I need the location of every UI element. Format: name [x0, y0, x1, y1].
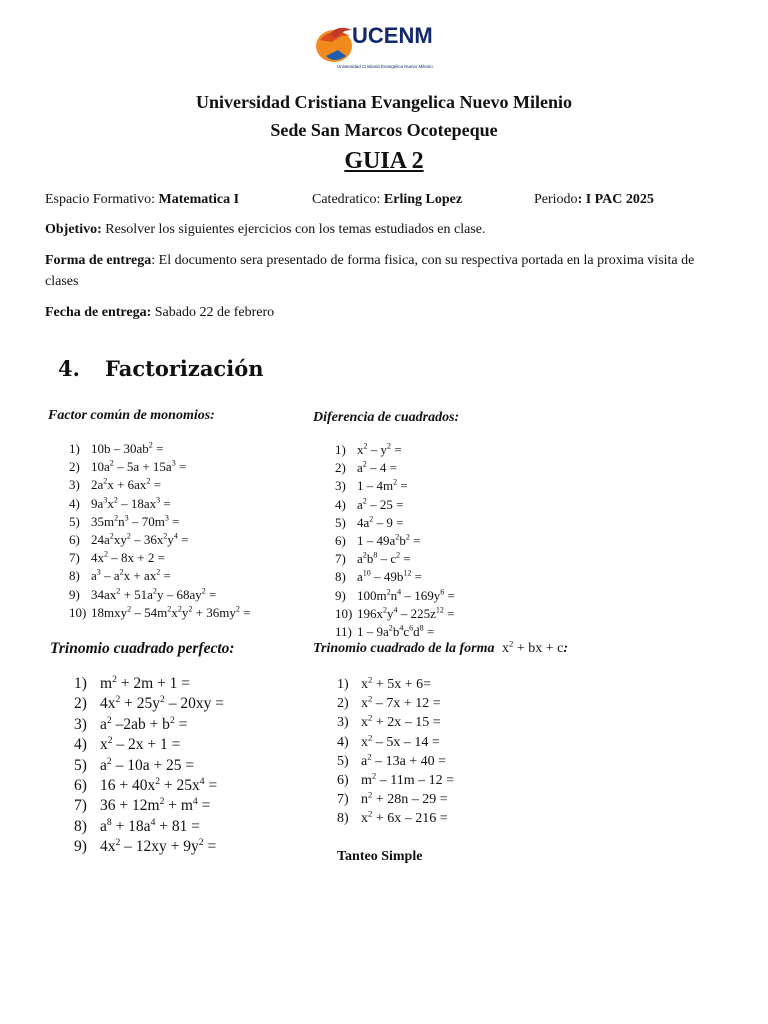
factor-comun-list — [69, 440, 250, 622]
forma-text: : El documento sera presentado de forma fisica, con su respectiva portada en la proxima visita de clases — [45, 253, 695, 289]
item-number: 6) — [74, 777, 87, 795]
item-number: 2) — [337, 696, 349, 712]
item-expression: $4a^2 - 9$ = — [357, 514, 404, 530]
diferencia-item-5 — [335, 514, 459, 532]
trinomio-forma-list — [337, 675, 568, 829]
trinomio-forma-item-3 — [337, 713, 568, 732]
diferencia-item-8 — [335, 568, 459, 586]
trinomio-forma-item-4 — [337, 733, 568, 752]
item-expression: $m^2 - 11m - 12$ = — [361, 770, 454, 789]
fecha-label: Fecha de entrega: — [45, 305, 152, 320]
section-number: 4. — [58, 356, 80, 381]
diferencia-item-9 — [335, 587, 459, 605]
periodo-value: : I PAC 2025 — [577, 192, 654, 207]
item-expression: $34ax^2 + 51a^2y - 68ay^2$ = — [91, 586, 217, 602]
item-number: 3) — [335, 478, 346, 494]
item-number: 6) — [69, 532, 80, 548]
trinomio-perfecto-item-3 — [74, 715, 235, 735]
item-expression: $36 + 12m^2 + m^4$ = — [100, 796, 211, 815]
trinomio-forma-item-5 — [337, 752, 568, 771]
trinomio-perfecto-item-5 — [74, 756, 235, 776]
item-number: 11) — [335, 624, 352, 640]
espacio-label: Espacio Formativo: — [45, 192, 159, 207]
item-expression: $a^2 - 4$ = — [357, 459, 397, 476]
item-expression: $x^2 - y^2$ = — [357, 441, 402, 457]
campus-name: Sede San Marcos Ocotepeque — [270, 120, 498, 140]
item-expression: $16 + 40x^2 + 25x^4$ = — [100, 775, 218, 795]
factor-comun-item-3 — [69, 476, 250, 494]
catedratico — [312, 189, 462, 210]
fecha-entrega — [45, 302, 274, 323]
item-expression: $x^2 - 5x - 14$ = — [361, 731, 440, 750]
trinomio-perfecto-item-2 — [74, 694, 235, 714]
factor-comun-item-10 — [69, 604, 250, 622]
item-expression: $9a^3x^2 - 18ax^3$ = — [91, 495, 171, 511]
item-number: 5) — [335, 514, 346, 530]
trinomio-perfecto-item-6 — [74, 776, 235, 796]
trinomio-forma-title — [313, 638, 569, 657]
guide-title: GUIA 2 — [344, 148, 424, 174]
item-number: 5) — [337, 753, 349, 769]
logo-subtitle: Universidad Cristiana Evangelica Nuevo Milenio — [337, 64, 433, 69]
item-number: 8) — [74, 817, 87, 835]
trinomio-forma-item-6 — [337, 771, 568, 790]
item-number: 1) — [335, 442, 346, 457]
item-expression: $18mxy^2 - 54m^2x^2y^2 + 36my^2$ = — [91, 604, 251, 620]
diferencia-item-1 — [335, 441, 459, 459]
forma-entrega — [45, 250, 725, 292]
espacio-value: Matematica I — [158, 192, 240, 207]
trinomio-forma-item-7 — [337, 790, 568, 809]
objetivo — [45, 219, 486, 240]
item-expression: $1 - 49a^2b^2$ = — [357, 532, 421, 549]
item-number: 9) — [74, 838, 87, 856]
item-expression: $4x^2 - 12xy + 9y^2$ = — [100, 837, 217, 856]
catedratico-label: Catedratico: — [312, 192, 384, 207]
item-expression: $a^3 - a^2x + ax^2$ = — [91, 568, 171, 584]
periodo — [534, 189, 654, 210]
item-number: 7) — [335, 551, 346, 567]
logo-wordmark: UCENM — [352, 23, 433, 48]
trinomio-forma-formula: $x^2$ + bx + c — [502, 638, 564, 656]
trinomio-perfecto-title: Trinomio cuadrado perfecto: — [50, 640, 235, 657]
item-number: 9) — [335, 587, 346, 603]
item-expression: $4x^2 + 25y^2 - 20xy$ = — [100, 694, 224, 713]
factor-comun-item-4 — [69, 495, 250, 513]
factor-comun-item-5 — [69, 513, 250, 531]
item-number: 7) — [69, 550, 80, 566]
item-expression: $m^2 + 2m + 1$ = — [100, 673, 191, 692]
item-number: 10) — [335, 605, 353, 621]
diferencia-item-4 — [335, 496, 459, 514]
trinomio-forma-item-2 — [337, 694, 568, 713]
factor-comun-item-1 — [69, 440, 250, 458]
item-number: 8) — [337, 811, 349, 827]
item-number: 2) — [74, 695, 87, 713]
item-number: 8) — [335, 569, 346, 585]
factor-comun-item-2 — [69, 458, 250, 476]
item-number: 3) — [69, 477, 80, 493]
item-number: 4) — [335, 496, 346, 512]
university-name: Universidad Cristiana Evangelica Nuevo Milenio — [195, 92, 572, 112]
trinomio-forma-title-text: Trinomio cuadrado de la forma — [313, 641, 495, 656]
trinomio-forma-item-1 — [337, 675, 568, 694]
item-number: 6) — [337, 773, 349, 789]
item-expression: $a^{10} - 49b^{12}$ = — [357, 569, 422, 585]
item-number: 3) — [74, 715, 87, 733]
item-expression: $x^2 + 6x - 216$ = — [361, 808, 448, 827]
item-expression: $a^2$ $-2ab + b^2$ = — [100, 714, 188, 733]
item-expression: $10b - 30ab^2$ = — [91, 440, 164, 456]
item-number: 6) — [335, 533, 346, 549]
item-number: 7) — [337, 792, 349, 808]
item-expression: $2a^2x + 6ax^2$ = — [91, 477, 162, 493]
diferencia-item-11 — [335, 623, 459, 641]
trinomio-forma-colon: : — [563, 641, 569, 656]
diferencia-list — [335, 441, 459, 641]
item-expression: $x^2 + 2x - 15$ = — [361, 712, 441, 731]
factor-comun-item-9 — [69, 586, 250, 604]
factor-comun-block — [48, 408, 250, 622]
item-number: 2) — [69, 459, 80, 475]
section-heading — [58, 356, 263, 381]
item-expression: $10a^2 - 5a + 15a^3$ = — [91, 458, 187, 475]
item-expression: $a^8 + 18a^4 + 81$ = — [100, 816, 200, 835]
item-number: 4) — [74, 736, 87, 754]
trinomio-perfecto-list — [74, 674, 235, 858]
objetivo-label: Objetivo: — [45, 222, 102, 237]
diferencia-item-2 — [335, 459, 459, 477]
trinomio-perfecto-item-1 — [74, 674, 235, 694]
diferencia-title: Diferencia de cuadrados: — [313, 410, 460, 425]
periodo-label: Periodo — [534, 192, 578, 207]
trinomio-perfecto-item-9 — [74, 837, 235, 857]
item-expression: $35m^2n^3 - 70m^3$ = — [91, 513, 180, 529]
trinomio-forma-item-8 — [337, 809, 568, 828]
item-expression: $x^2 - 2x + 1$ = — [100, 735, 181, 754]
item-expression: $1 - 4m^2$ = — [357, 478, 408, 494]
item-expression: $24a^2xy^2 - 36x^2y^4$ = — [91, 531, 189, 548]
item-number: 10) — [69, 604, 87, 620]
factor-comun-item-7 — [69, 549, 250, 567]
item-expression: $100m^2n^4 - 169y^6$ = — [357, 587, 455, 603]
tanteo-simple-note: Tanteo Simple — [337, 849, 423, 864]
item-expression: $x^2 - 7x + 12$ = — [361, 693, 441, 712]
item-expression: $a^2 - 25$ = — [357, 496, 404, 512]
item-expression: $4x^2 - 8x + 2$ = — [91, 549, 165, 566]
item-number: 5) — [74, 756, 87, 774]
diferencia-item-6 — [335, 532, 459, 550]
fecha-text: Sabado 22 de febrero — [151, 305, 275, 320]
item-expression: $196x^2y^4 - 225z^{12}$ = — [357, 605, 455, 621]
factor-comun-item-8 — [69, 567, 250, 585]
catedratico-value: Erling Lopez — [383, 192, 463, 207]
item-number: 4) — [337, 734, 349, 750]
item-number: 1) — [337, 677, 349, 692]
item-number: 2) — [335, 460, 346, 476]
trinomio-perfecto-block — [50, 640, 235, 858]
item-expression: $a^2b^8 - c^2$ = — [357, 550, 411, 567]
factor-comun-item-6 — [69, 531, 250, 549]
item-expression: $n^2 + 28n - 29$ = — [361, 789, 448, 808]
item-expression: $a^2 - 13a + 40$ = — [361, 751, 447, 769]
item-number: 9) — [69, 586, 80, 602]
trinomio-perfecto-item-8 — [74, 817, 235, 837]
item-number: 8) — [69, 568, 80, 584]
trinomio-forma-block — [313, 638, 569, 829]
item-number: 5) — [69, 513, 80, 529]
diferencia-item-7 — [335, 550, 459, 568]
forma-label: Forma de entrega — [45, 253, 152, 268]
section-title: Factorización — [105, 356, 264, 381]
item-expression: $1 - 9a^2b^4c^6d^8$ = — [357, 623, 435, 640]
trinomio-perfecto-item-7 — [74, 796, 235, 816]
factor-comun-title: Factor común de monomios: — [48, 408, 215, 423]
diferencia-item-3 — [335, 477, 459, 495]
item-number: 7) — [74, 797, 87, 815]
diferencia-block — [313, 410, 459, 641]
item-expression: $a^2 - 10a + 25$ = — [100, 755, 195, 774]
objetivo-text: Resolver los siguientes ejercicios con los temas estudiados en clase. — [101, 222, 486, 237]
item-number: 1) — [69, 441, 80, 456]
item-number: 3) — [337, 715, 349, 731]
espacio-formativo — [45, 189, 239, 210]
item-expression: $x^2 + 5x + 6=$ — [361, 674, 432, 692]
item-number: 4) — [69, 495, 80, 511]
item-number: 1) — [74, 675, 87, 692]
trinomio-perfecto-item-4 — [74, 735, 235, 755]
diferencia-item-10 — [335, 605, 459, 623]
